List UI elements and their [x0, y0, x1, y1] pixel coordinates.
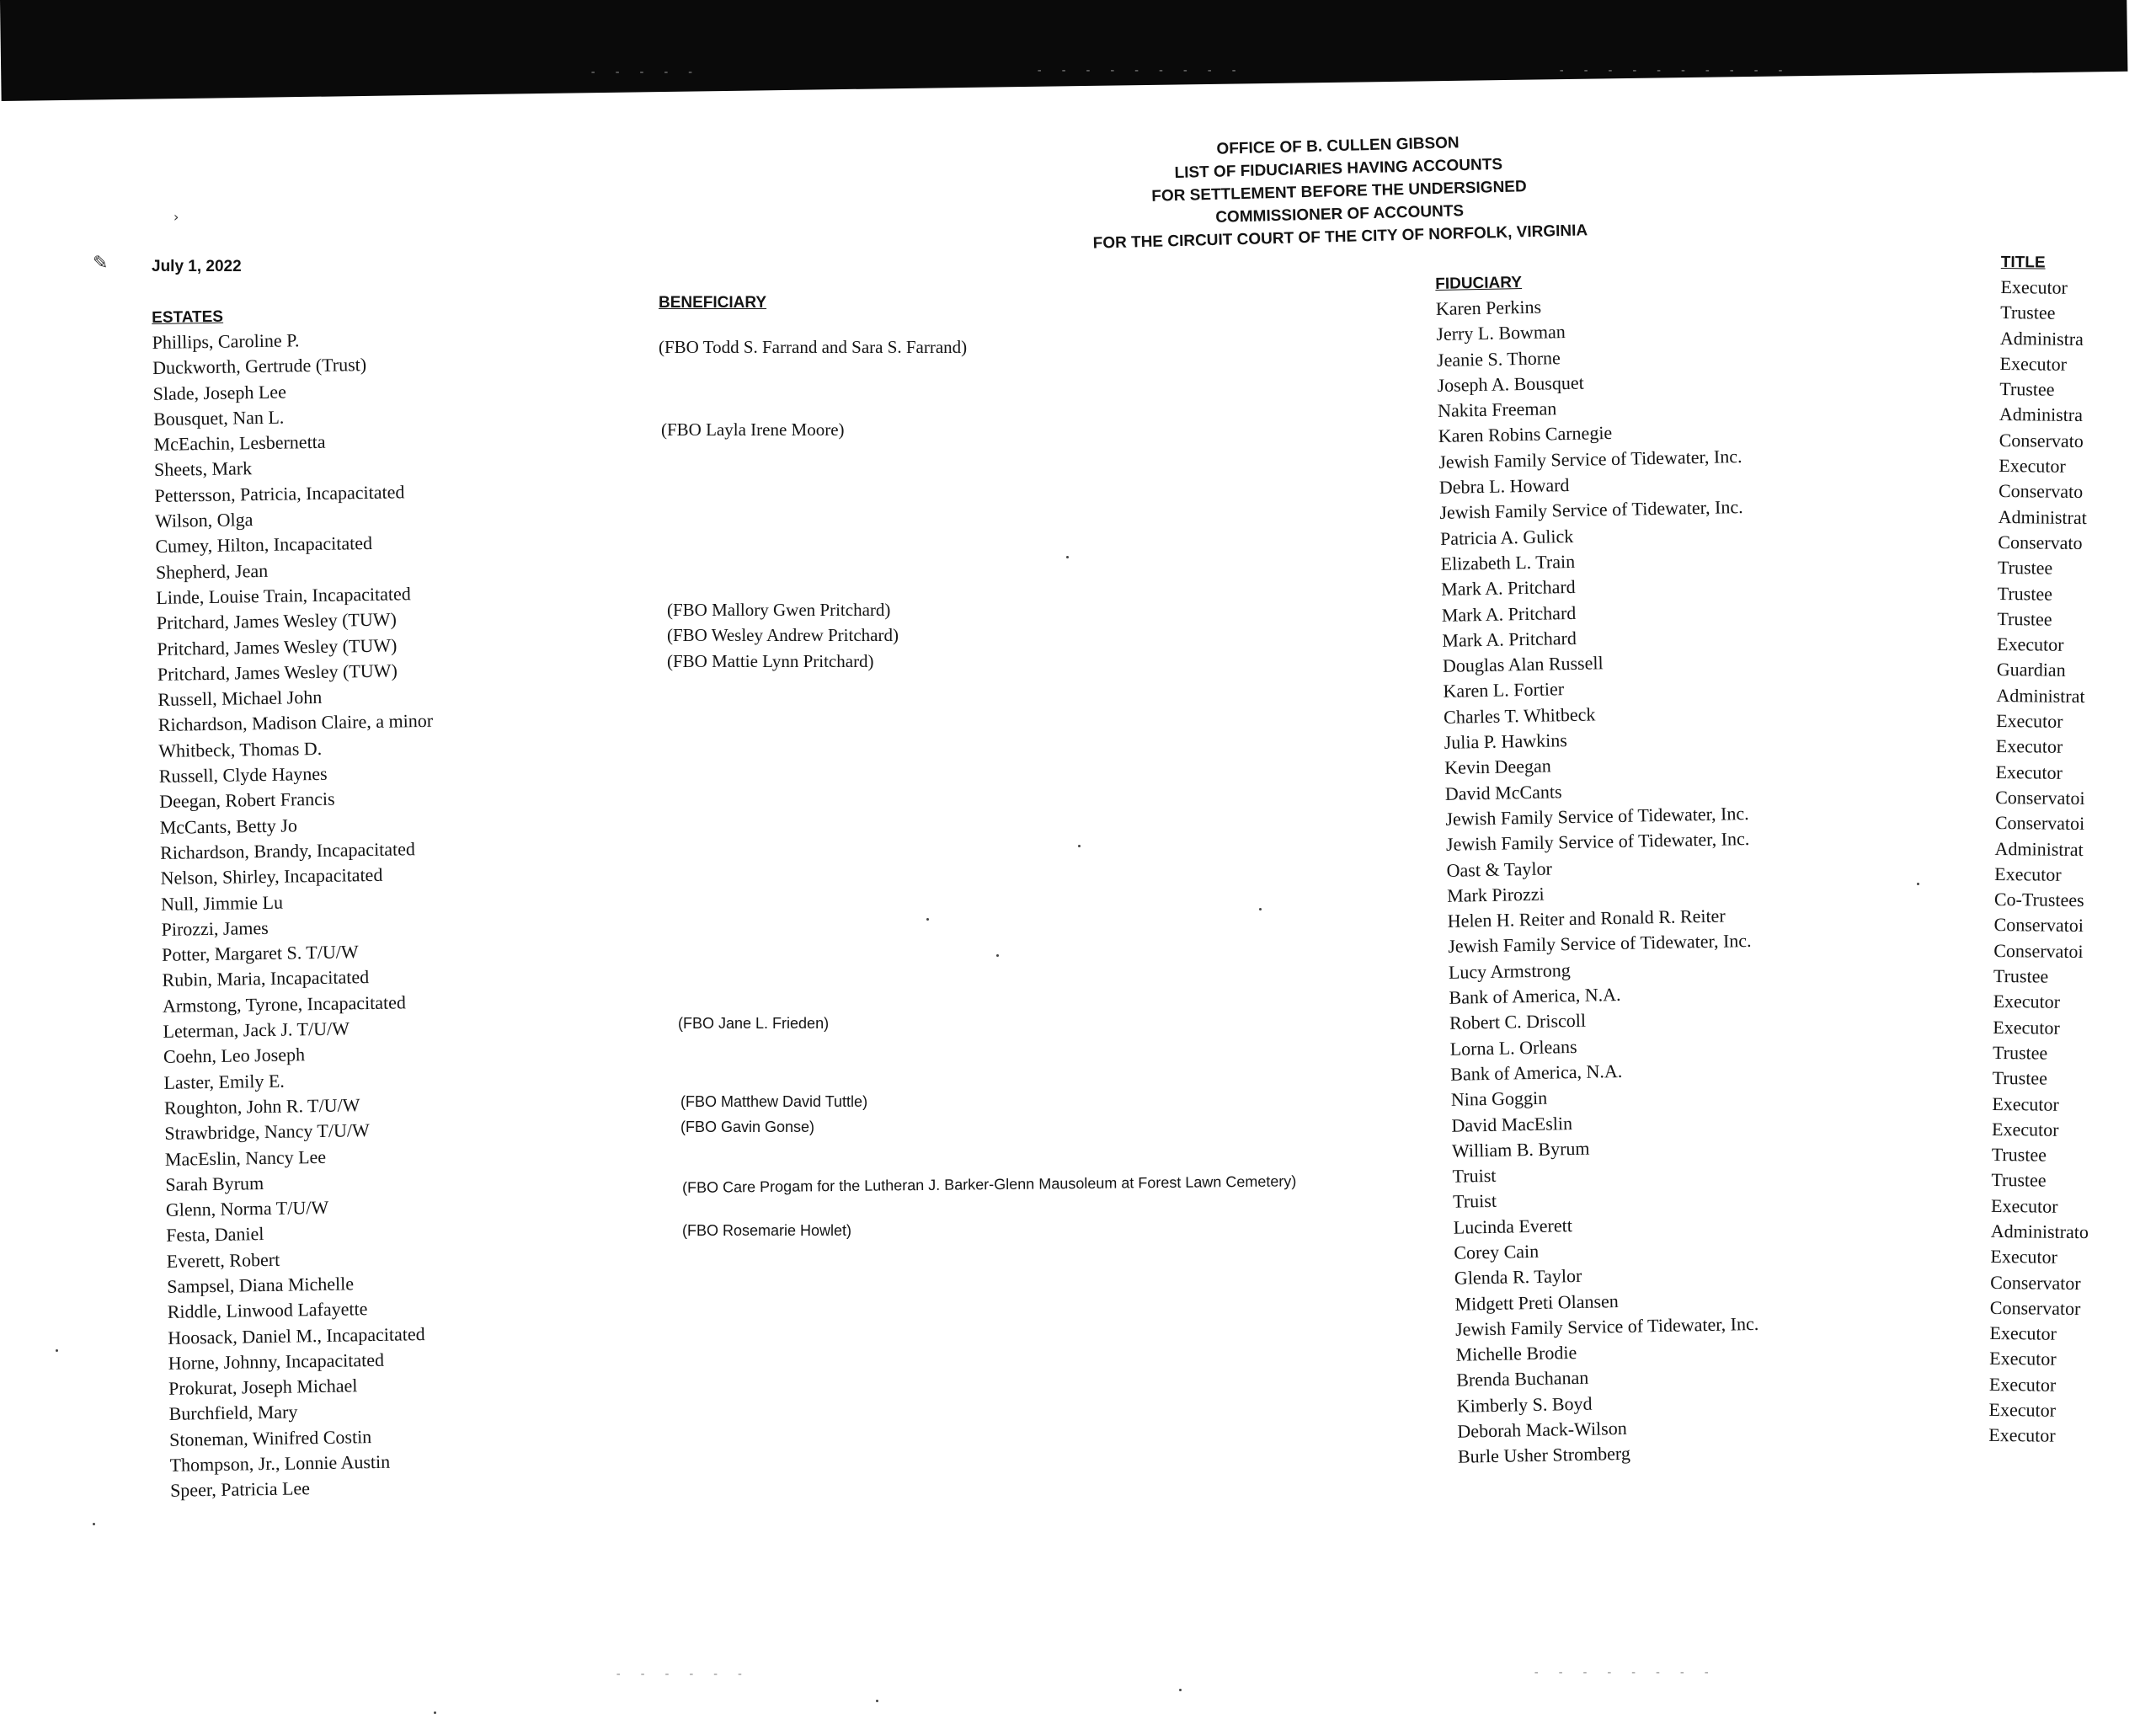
- title-entry: Conservato: [1998, 531, 2083, 553]
- title-entry: Conservator: [1989, 1296, 2081, 1319]
- fiduciary-entry: Mark Pirozzi: [1446, 883, 1545, 906]
- title-entry: Executor: [1988, 1373, 2057, 1396]
- title-entry: Trustee: [1991, 1169, 2047, 1192]
- fiduciary-entry: Elizabeth L. Train: [1440, 550, 1576, 574]
- fiduciary-entry: Karen L. Fortier: [1443, 678, 1565, 702]
- title-entry: Conservatoi: [1994, 812, 2085, 835]
- estate-entry: Prokurat, Joseph Michael: [168, 1375, 358, 1400]
- title-entry: Executor: [1990, 1246, 2058, 1268]
- header-line: COMMISSIONER OF ACCOUNTS: [1215, 202, 1465, 227]
- header-line: FOR SETTLEMENT BEFORE THE UNDERSIGNED: [1151, 178, 1527, 206]
- title-entry: Trustee: [1997, 557, 2053, 579]
- fiduciary-entry: Joseph A. Bousquet: [1437, 371, 1584, 396]
- title-entry: Trustee: [1991, 1144, 2047, 1166]
- estate-entry: Coehn, Leo Joseph: [163, 1044, 306, 1068]
- title-list: [1988, 275, 2099, 1450]
- fiduciary-entry: Jeanie S. Thorne: [1436, 346, 1561, 371]
- estate-entry: Pritchard, James Wesley (TUW): [156, 608, 398, 634]
- beneficiary-entry: (FBO Todd S. Farrand and Sara S. Farrand): [659, 337, 968, 357]
- title-entry: Administrat: [1994, 837, 2084, 860]
- beneficiary-entry: (FBO Mattie Lynn Pritchard): [667, 651, 874, 671]
- fiduciary-entry: Debra L. Howard: [1438, 474, 1570, 499]
- title-entry: Executor: [1994, 862, 2062, 885]
- title-entry: Administrat: [1996, 684, 2085, 707]
- beneficiary-entry: (FBO Rosemarie Howlet): [682, 1222, 852, 1239]
- beneficiary-entry: (FBO Matthew David Tuttle): [680, 1093, 868, 1110]
- fiduciary-entry: Midgett Preti Olansen: [1454, 1290, 1620, 1315]
- estate-entry: Stoneman, Winifred Costin: [168, 1425, 372, 1450]
- title-entry: Conservatoi: [1993, 939, 2084, 962]
- estate-entry: Null, Jimmie Lu: [160, 891, 284, 915]
- fiduciary-entry: Nakita Freeman: [1437, 398, 1557, 422]
- scan-artifact-dashes: - - - - - - - -: [1533, 1666, 1716, 1679]
- fiduciary-entry: Lorna L. Orleans: [1449, 1035, 1577, 1060]
- fiduciary-entry: Michelle Brodie: [1455, 1342, 1577, 1365]
- fiduciary-entry: Jewish Family Service of Tidewater, Inc.: [1448, 930, 1752, 958]
- fiduciary-entry: Mark A. Pritchard: [1441, 601, 1577, 626]
- title-entry: Administra: [1999, 403, 2084, 426]
- title-header: TITLE: [2000, 253, 2046, 272]
- estate-entry: Potter, Margaret S. T/U/W: [161, 941, 359, 966]
- title-entry: Conservator: [1990, 1271, 2081, 1294]
- beneficiary-entry: (FBO Care Progam for the Lutheran J. Barker-Glenn Mausoleum at Forest Lawn Cemetery): [682, 1172, 1297, 1196]
- fiduciary-entry: Mark A. Pritchard: [1442, 627, 1577, 651]
- estates-header: ESTATES: [152, 307, 224, 327]
- title-entry: Executor: [2000, 275, 2068, 298]
- estate-entry: MacEslin, Nancy Lee: [164, 1145, 327, 1170]
- estate-entry: Russell, Clyde Haynes: [158, 762, 328, 787]
- estate-entry: Everett, Robert: [166, 1248, 280, 1272]
- beneficiary-entry: (FBO Wesley Andrew Pritchard): [667, 625, 899, 645]
- title-entry: Guardian: [1996, 659, 2066, 681]
- fiduciary-entry: David MacEslin: [1451, 1112, 1573, 1136]
- title-entry: Executor: [1993, 1016, 2060, 1039]
- estate-entry: Hoosack, Daniel M., Incapacitated: [168, 1322, 425, 1348]
- title-entry: Executor: [1996, 633, 2064, 655]
- estate-entry: Armstong, Tyrone, Incapacitated: [162, 991, 407, 1017]
- title-entry: Trustee: [1992, 1067, 2048, 1089]
- fiduciary-entry: William B. Byrum: [1451, 1137, 1590, 1161]
- title-entry: Executor: [1992, 1092, 2059, 1115]
- header-line: LIST OF FIDUCIARIES HAVING ACCOUNTS: [1174, 155, 1503, 183]
- estate-entry: Strawbridge, Nancy T/U/W: [164, 1119, 370, 1145]
- estate-entry: Pritchard, James Wesley (TUW): [157, 634, 398, 659]
- estate-entry: Riddle, Linwood Lafayette: [167, 1298, 368, 1323]
- estate-entry: Pirozzi, James: [161, 916, 269, 940]
- title-entry: Executor: [1988, 1398, 2057, 1421]
- fiduciary-entry: Truist: [1452, 1190, 1497, 1213]
- fiduciary-entry: Corey Cain: [1454, 1240, 1540, 1263]
- estate-entry: Sampsel, Diana Michelle: [167, 1273, 355, 1297]
- estate-entry: Pettersson, Patricia, Incapacitated: [154, 481, 405, 506]
- fiduciary-entry: Bank of America, N.A.: [1449, 983, 1621, 1008]
- beneficiary-header: BENEFICIARY: [659, 294, 767, 312]
- estate-entry: Nelson, Shirley, Incapacitated: [160, 864, 383, 889]
- estate-entry: Whitbeck, Thomas D.: [158, 737, 323, 761]
- scan-artifact-dashes: - - - - - -: [615, 1668, 749, 1681]
- title-entry: Executor: [1995, 761, 2063, 783]
- title-entry: Executor: [1999, 352, 2068, 375]
- title-entry: Administrato: [1990, 1220, 2089, 1243]
- estate-entry: Sarah Byrum: [165, 1172, 264, 1195]
- scan-artifact-dashes: - - - - - - - - -: [1036, 64, 1243, 77]
- fiduciary-entry: Julia P. Hawkins: [1444, 729, 1567, 753]
- estate-entry: Laster, Emily E.: [163, 1070, 285, 1093]
- fiduciary-entry: Jewish Family Service of Tidewater, Inc.: [1439, 496, 1743, 524]
- fiduciary-entry: Lucy Armstrong: [1448, 958, 1571, 983]
- scan-artifact-dashes: - - - - -: [590, 66, 699, 79]
- estate-entry: Linde, Louise Train, Incapacitated: [156, 583, 412, 608]
- estate-entry: Glenn, Norma T/U/W: [165, 1196, 329, 1220]
- fiduciary-entry: Karen Robins Carnegie: [1438, 422, 1613, 447]
- estate-entry: Festa, Daniel: [166, 1223, 264, 1247]
- estate-entry: Sheets, Mark: [153, 457, 253, 481]
- title-entry: Executor: [1999, 455, 2066, 477]
- title-column: [1988, 251, 2099, 1450]
- fiduciary-entry: Jewish Family Service of Tidewater, Inc.: [1445, 828, 1750, 856]
- fiduciary-entry: Douglas Alan Russell: [1442, 652, 1604, 677]
- header-line: OFFICE OF B. CULLEN GIBSON: [1216, 134, 1460, 158]
- fiduciary-entry: Robert C. Driscoll: [1449, 1010, 1587, 1034]
- title-entry: Executor: [1993, 990, 2061, 1013]
- title-entry: Trustee: [1997, 607, 2052, 630]
- fiduciary-entry: Jewish Family Service of Tidewater, Inc.: [1454, 1312, 1759, 1340]
- estate-entry: Rubin, Maria, Incapacitated: [162, 966, 370, 991]
- fiduciary-entry: Nina Goggin: [1450, 1087, 1548, 1111]
- title-entry: Trustee: [1993, 964, 2049, 987]
- fiduciary-entry: Brenda Buchanan: [1456, 1367, 1589, 1391]
- fiduciary-entry: Karen Perkins: [1435, 296, 1542, 319]
- title-entry: Executor: [1989, 1348, 2057, 1370]
- fiduciary-entry: Jewish Family Service of Tidewater, Inc.: [1438, 445, 1742, 473]
- fiduciary-entry: David McCants: [1444, 780, 1562, 804]
- beneficiary-entry: (FBO Layla Irene Moore): [661, 419, 845, 440]
- estate-entry: Richardson, Brandy, Incapacitated: [159, 838, 416, 863]
- beneficiary-entry: (FBO Gavin Gonse): [680, 1119, 815, 1135]
- estate-entry: Shepherd, Jean: [155, 559, 269, 583]
- beneficiary-entry: (FBO Jane L. Frieden): [678, 1015, 830, 1032]
- estate-entry: Thompson, Jr., Lonnie Austin: [169, 1450, 391, 1476]
- estate-entry: Slade, Joseph Lee: [152, 381, 287, 404]
- title-entry: Executor: [1995, 735, 2063, 758]
- fiduciary-entry: Glenda R. Taylor: [1454, 1265, 1582, 1290]
- fiduciary-entry: Mark A. Pritchard: [1440, 576, 1576, 601]
- fiduciary-list: [1436, 291, 1762, 1470]
- fiduciary-column: [1435, 267, 1761, 1470]
- estate-entry: Bousquet, Nan L.: [152, 406, 285, 430]
- beneficiary-entry: (FBO Mallory Gwen Pritchard): [667, 600, 891, 620]
- estate-entry: Phillips, Caroline P.: [152, 329, 300, 353]
- estate-entry: McCants, Betty Jo: [159, 814, 298, 838]
- fiduciary-entry: Burle Usher Stromberg: [1457, 1443, 1631, 1468]
- title-entry: Trustee: [1997, 582, 2053, 605]
- title-entry: Executor: [1991, 1194, 2058, 1217]
- title-entry: Executor: [1989, 1322, 2057, 1344]
- fiduciary-entry: Jewish Family Service of Tidewater, Inc.: [1445, 802, 1749, 830]
- scan-artifact-dashes: - - - - - - - - - -: [1558, 64, 1790, 77]
- fiduciary-entry: Helen H. Reiter and Ronald R. Reiter: [1447, 905, 1726, 932]
- fiduciary-entry: Charles T. Whitbeck: [1443, 703, 1596, 728]
- title-entry: Trustee: [2000, 302, 2056, 323]
- title-entry: Conservatoi: [1993, 914, 2084, 937]
- title-entry: Conservato: [1999, 429, 2084, 451]
- estate-entry: Roughton, John R. T/U/W: [163, 1094, 360, 1119]
- fiduciary-entry: Deborah Mack-Wilson: [1457, 1417, 1627, 1442]
- fiduciary-entry: Oast & Taylor: [1446, 857, 1552, 881]
- title-entry: Administrat: [1998, 505, 2087, 528]
- fiduciary-entry: Jerry L. Bowman: [1436, 321, 1566, 345]
- estate-entry: Cumey, Hilton, Incapacitated: [155, 532, 373, 558]
- title-entry: Administra: [1999, 327, 2084, 350]
- title-entry: Executor: [1988, 1424, 2056, 1447]
- estate-entry: Horne, Johnny, Incapacitated: [168, 1348, 385, 1374]
- estate-entry: Richardson, Madison Claire, a minor: [157, 710, 434, 736]
- estate-entry: Burchfield, Mary: [168, 1401, 298, 1425]
- title-entry: Executor: [1991, 1118, 2059, 1140]
- estate-entry: Deegan, Robert Francis: [159, 788, 335, 813]
- estate-entry: Wilson, Olga: [154, 509, 253, 532]
- fiduciary-entry: Patricia A. Gulick: [1439, 525, 1574, 549]
- estate-entry: Duckworth, Gertrude (Trust): [152, 354, 367, 379]
- title-entry: Executor: [1996, 710, 2063, 732]
- estate-entry: Pritchard, James Wesley (TUW): [157, 659, 398, 685]
- fiduciary-entry: Truist: [1452, 1164, 1497, 1187]
- header-line: FOR THE CIRCUIT COURT OF THE CITY OF NORFOLK, VIRGINIA: [1092, 222, 1588, 253]
- scan-mark: ✎: [93, 253, 109, 274]
- estate-entry: Speer, Patricia Lee: [169, 1477, 311, 1502]
- title-entry: Conservatoi: [1995, 786, 2085, 809]
- title-entry: Trustee: [1992, 1041, 2048, 1064]
- document-date: July 1, 2022: [152, 258, 242, 275]
- title-entry: Co-Trustees: [1993, 889, 2084, 911]
- estate-entry: Leterman, Jack J. T/U/W: [163, 1017, 350, 1042]
- fiduciary-entry: Bank of America, N.A.: [1450, 1060, 1623, 1085]
- estate-entry: Russell, Michael John: [157, 686, 323, 711]
- fiduciary-entry: Kevin Deegan: [1444, 755, 1551, 779]
- scan-mark: ›: [173, 209, 179, 225]
- estate-entry: McEachin, Lesbernetta: [153, 430, 326, 456]
- title-entry: Trustee: [1999, 378, 2055, 400]
- title-entry: Conservato: [1998, 480, 2084, 503]
- fiduciary-header: FIDUCIARY: [1435, 274, 1523, 293]
- fiduciary-entry: Lucinda Everett: [1453, 1214, 1573, 1238]
- fiduciary-entry: Kimberly S. Boyd: [1456, 1392, 1593, 1417]
